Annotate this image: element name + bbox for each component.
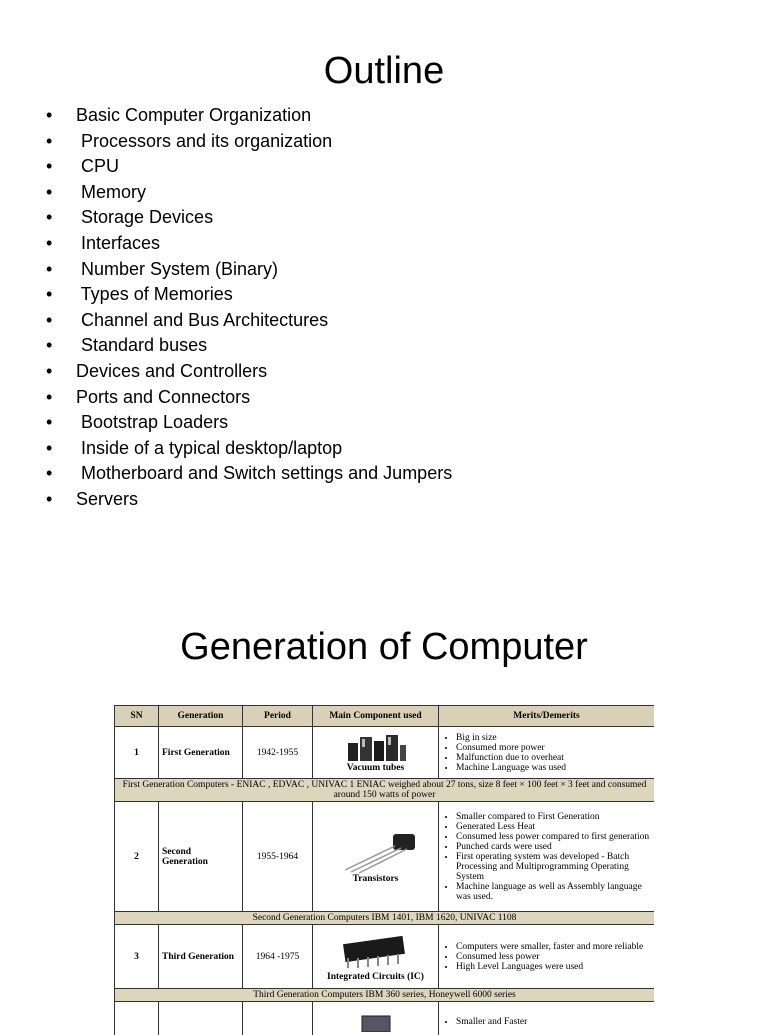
list-item: • Servers xyxy=(46,487,452,513)
table-row xyxy=(115,727,655,779)
table-header-row xyxy=(115,706,655,727)
outline-title: Outline xyxy=(0,50,768,93)
list-item: • Computers were smaller, faster and more reliable xyxy=(456,942,651,952)
merits-cell xyxy=(439,802,655,912)
table-row xyxy=(115,925,655,989)
integrated-circuit-image xyxy=(336,932,416,972)
list-item: • Memory xyxy=(46,180,452,206)
list-item: • Big in size xyxy=(456,733,651,743)
generation-cell: First Generation xyxy=(159,727,243,779)
component-label: Transistors xyxy=(353,874,399,884)
list-item: • Motherboard and Switch settings and Jumpers xyxy=(46,461,452,487)
list-item: • Inside of a typical desktop/laptop xyxy=(46,436,452,462)
list-item: • Machine Language was used xyxy=(456,763,651,773)
list-item: • Smaller and Faster xyxy=(456,1017,651,1027)
table-band-row xyxy=(115,779,655,802)
list-item: • Storage Devices xyxy=(46,205,452,231)
sn-cell: 1 xyxy=(115,727,159,779)
list-item: • Ports and Connectors xyxy=(46,385,452,411)
microprocessor-image xyxy=(346,1012,406,1032)
generation-cell: Third Generation xyxy=(159,925,243,989)
table-band-row xyxy=(115,912,655,925)
period-cell: 1964 -1975 xyxy=(243,925,313,989)
outline-list xyxy=(46,103,452,513)
merits-cell xyxy=(439,1002,655,1035)
band-cell: Second Generation Computers IBM 1401, IBM 1620, UNIVAC 1108 xyxy=(115,912,655,925)
list-item: • Channel and Bus Architectures xyxy=(46,308,452,334)
sn-cell: 2 xyxy=(115,802,159,912)
period-cell xyxy=(243,1002,313,1035)
list-item: • Standard buses xyxy=(46,333,452,359)
band-cell: Third Generation Computers IBM 360 series, Honeywell 6000 series xyxy=(115,989,655,1002)
list-item: • Consumed more power xyxy=(456,743,651,753)
period-cell: 1955-1964 xyxy=(243,802,313,912)
merits-cell xyxy=(439,925,655,989)
component-cell xyxy=(313,802,439,912)
component-cell xyxy=(313,727,439,779)
list-item: • High Level Languages were used xyxy=(456,962,651,972)
list-item: • Smaller compared to First Generation xyxy=(456,812,651,822)
generation-table-image xyxy=(114,705,654,1035)
list-item: • Punched cards were used xyxy=(456,842,651,852)
band-cell: First Generation Computers - ENIAC , EDVAC , UNIVAC 1 ENIAC weighed about 27 tons, size 8 feet × 100 feet × 3 feet and consumed around 150 watts of power xyxy=(115,779,655,802)
merits-cell xyxy=(439,727,655,779)
list-item: • Consumed less power xyxy=(456,952,651,962)
sn-cell xyxy=(115,1002,159,1035)
generation-title: Generation of Computer xyxy=(0,626,768,669)
generation-cell: Second Generation xyxy=(159,802,243,912)
column-header: Period xyxy=(243,706,313,727)
column-header: Merits/Demerits xyxy=(439,706,655,727)
transistors-image xyxy=(331,830,421,874)
list-item: • Interfaces xyxy=(46,231,452,257)
vacuum-tubes-image xyxy=(344,733,408,763)
component-cell xyxy=(313,925,439,989)
component-cell xyxy=(313,1002,439,1035)
list-item: • Malfunction due to overheat xyxy=(456,753,651,763)
table-band-row xyxy=(115,989,655,1002)
table-row xyxy=(115,802,655,912)
generation-cell xyxy=(159,1002,243,1035)
list-item: • Types of Memories xyxy=(46,282,452,308)
component-label: Integrated Circuits (IC) xyxy=(327,972,424,982)
list-item: • Consumed less power compared to first generation xyxy=(456,832,651,842)
column-header: SN xyxy=(115,706,159,727)
sn-cell: 3 xyxy=(115,925,159,989)
list-item: • First operating system was developed - Batch Processing and Multiprogramming Operating System xyxy=(456,852,651,882)
list-item: • Generated Less Heat xyxy=(456,822,651,832)
component-label: Vacuum tubes xyxy=(347,763,404,773)
generation-table xyxy=(114,705,654,1035)
list-item: • Basic Computer Organization xyxy=(46,103,452,129)
list-item: • Bootstrap Loaders xyxy=(46,410,452,436)
list-item: • CPU xyxy=(46,154,452,180)
column-header: Generation xyxy=(159,706,243,727)
list-item: • Machine language as well as Assembly language was used. xyxy=(456,882,651,902)
table-row xyxy=(115,1002,655,1035)
list-item: • Devices and Controllers xyxy=(46,359,452,385)
list-item: • Number System (Binary) xyxy=(46,257,452,283)
column-header: Main Component used xyxy=(313,706,439,727)
list-item: • Processors and its organization xyxy=(46,129,452,155)
period-cell: 1942-1955 xyxy=(243,727,313,779)
